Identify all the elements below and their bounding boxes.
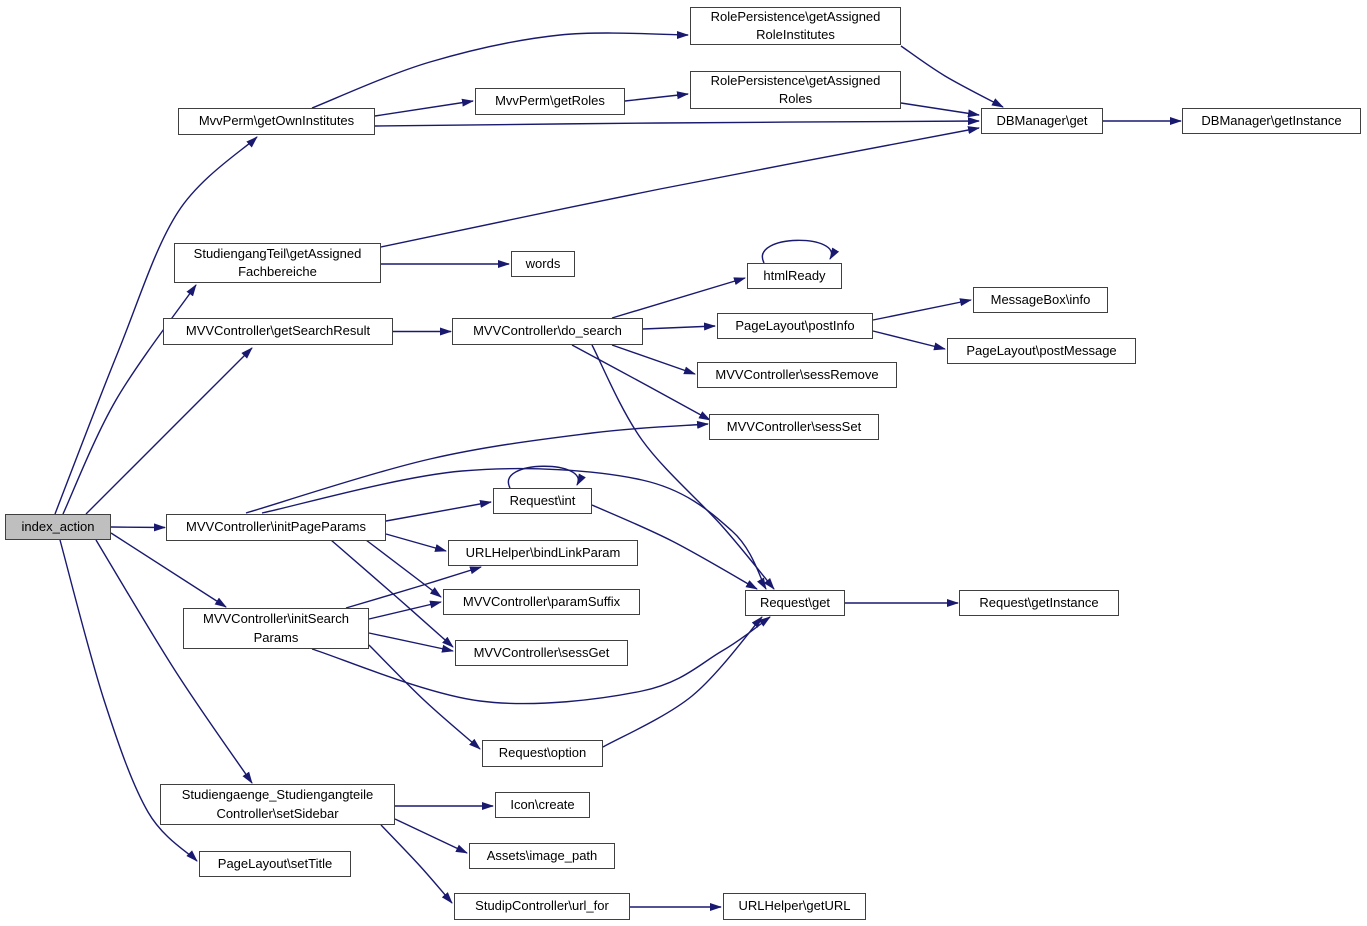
graph-node-label: Icon\create [510,796,575,812]
graph-node-label: PageLayout\setTitle [217,855,333,871]
edge-getRoles-roleRoles [625,94,688,101]
graph-node-postMessage[interactable] [947,338,1136,364]
graph-node-dbGetInstance[interactable] [1182,108,1361,134]
graph-node-label: MVVController\sessGet [473,644,610,660]
edge-postInfo-msgInfo [873,300,971,320]
graph-node-indexAction[interactable] [5,514,111,540]
graph-node-label: RolePersistence\getAssigned [710,8,881,24]
graph-node-label: Roles [778,91,813,106]
graph-node-label: Studiengaenge_Studiengangteile [181,787,374,803]
edge-doSearch-sessSet [572,345,710,420]
graph-node-reqGetInstance[interactable] [959,590,1119,616]
edge-setSidebar-imagePath [395,819,467,853]
graph-node-msgInfo[interactable] [973,287,1108,313]
graph-node-htmlReady[interactable] [747,263,842,289]
edge-initPageParams-reqInt [386,502,491,521]
graph-node-label: htmlReady [763,267,826,283]
graph-node-label: MessageBox\info [990,291,1091,307]
graph-node-label: StudipController\url_for [475,898,609,914]
graph-node-label: Request\getInstance [979,594,1099,610]
graph-node-label: words [525,255,561,271]
edge-setSidebar-urlFor [381,825,452,903]
graph-node-label: MVVController\initSearch [203,611,349,627]
edge-roleInst-dbGet [901,46,1003,107]
graph-node-words[interactable] [511,251,575,277]
graph-node-label: Request\int [509,492,576,508]
edge-reqOption-reqGet [603,617,762,747]
graph-node-label: Request\option [498,745,587,761]
graph-node-paramSuffix[interactable] [443,589,640,615]
graph-node-label: Params [253,629,299,645]
graph-node-label: MVVController\getSearchResult [185,323,371,339]
edge-doSearch-htmlReady [612,278,745,318]
graph-node-stgTeil[interactable] [174,243,381,283]
graph-node-reqOption[interactable] [482,740,603,767]
graph-node-initSearchParams[interactable] [183,608,369,649]
graph-node-urlFor[interactable] [454,893,630,920]
graph-node-label: MVVController\sessSet [726,418,862,434]
graph-node-reqInt[interactable] [493,488,592,514]
graph-node-sessSet[interactable] [709,414,879,440]
graph-node-label: DBManager\get [996,112,1088,128]
graph-node-label: Assets\image_path [486,847,598,863]
graph-node-bindLinkParam[interactable] [448,540,638,566]
graph-node-label: Controller\setSidebar [216,805,339,821]
edge-htmlReady-htmlReady [762,240,831,263]
graph-node-label: PageLayout\postMessage [966,342,1117,358]
graph-node-doSearch[interactable] [452,318,643,345]
edge-initPageParams-paramSuffix [366,540,441,597]
edge-doSearch-postInfo [643,326,715,329]
edge-indexAction-getSearchResult [86,348,252,514]
edge-indexAction-initPageParams [111,527,165,528]
graph-node-label: index_action [21,518,95,534]
graph-node-label: RolePersistence\getAssigned [710,72,881,88]
graph-node-dbGet[interactable] [981,108,1103,134]
graph-node-setSidebar[interactable] [160,784,395,825]
edge-initPageParams-bindLinkParam [386,534,446,551]
edge-postInfo-postMessage [873,331,945,349]
graph-node-label: RoleInstitutes [756,27,835,42]
graph-node-label: MvvPerm\getOwnInstitutes [198,113,355,129]
graph-node-label: MVVController\sessRemove [715,366,879,382]
graph-node-label: MvvPerm\getRoles [495,93,605,109]
graph-node-roleRoles[interactable] [690,71,901,109]
graph-node-label: URLHelper\bindLinkParam [465,544,621,560]
graph-node-getSearchResult[interactable] [163,318,393,345]
graph-node-postInfo[interactable] [717,313,873,339]
graph-node-setTitle[interactable] [199,851,351,877]
edge-stgTeil-dbGet [381,128,979,247]
graph-node-imagePath[interactable] [469,843,615,869]
graph-node-getUrl[interactable] [723,893,866,920]
graph-node-initPageParams[interactable] [166,514,386,541]
graph-node-label: Fachbereiche [238,264,317,279]
graph-node-iconCreate[interactable] [495,792,590,818]
graph-node-getRoles[interactable] [475,88,625,115]
graph-node-roleInst[interactable] [690,7,901,45]
edge-getOwnInstitutes-getRoles [375,101,473,116]
graph-node-label: MVVController\paramSuffix [462,593,621,609]
graph-node-getOwnInstitutes[interactable] [178,108,375,135]
edge-getOwnInstitutes-dbGet [375,121,979,126]
graph-node-reqGet[interactable] [745,590,845,616]
graph-node-label: StudiengangTeil\getAssigned [193,245,362,261]
edge-doSearch-sessRemove [612,345,695,374]
graph-node-label: PageLayout\postInfo [735,317,855,333]
graph-node-label: URLHelper\getURL [738,898,851,914]
graph-node-sessRemove[interactable] [697,362,897,388]
graph-node-label: MVVController\do_search [473,323,622,339]
graph-node-label: DBManager\getInstance [1201,112,1342,128]
graph-node-sessGet[interactable] [455,640,628,666]
graph-node-label: MVVController\initPageParams [186,519,366,535]
edge-roleRoles-dbGet [901,103,979,115]
edge-indexAction-initSearchParams [111,533,226,607]
graph-node-label: Request\get [759,594,831,610]
